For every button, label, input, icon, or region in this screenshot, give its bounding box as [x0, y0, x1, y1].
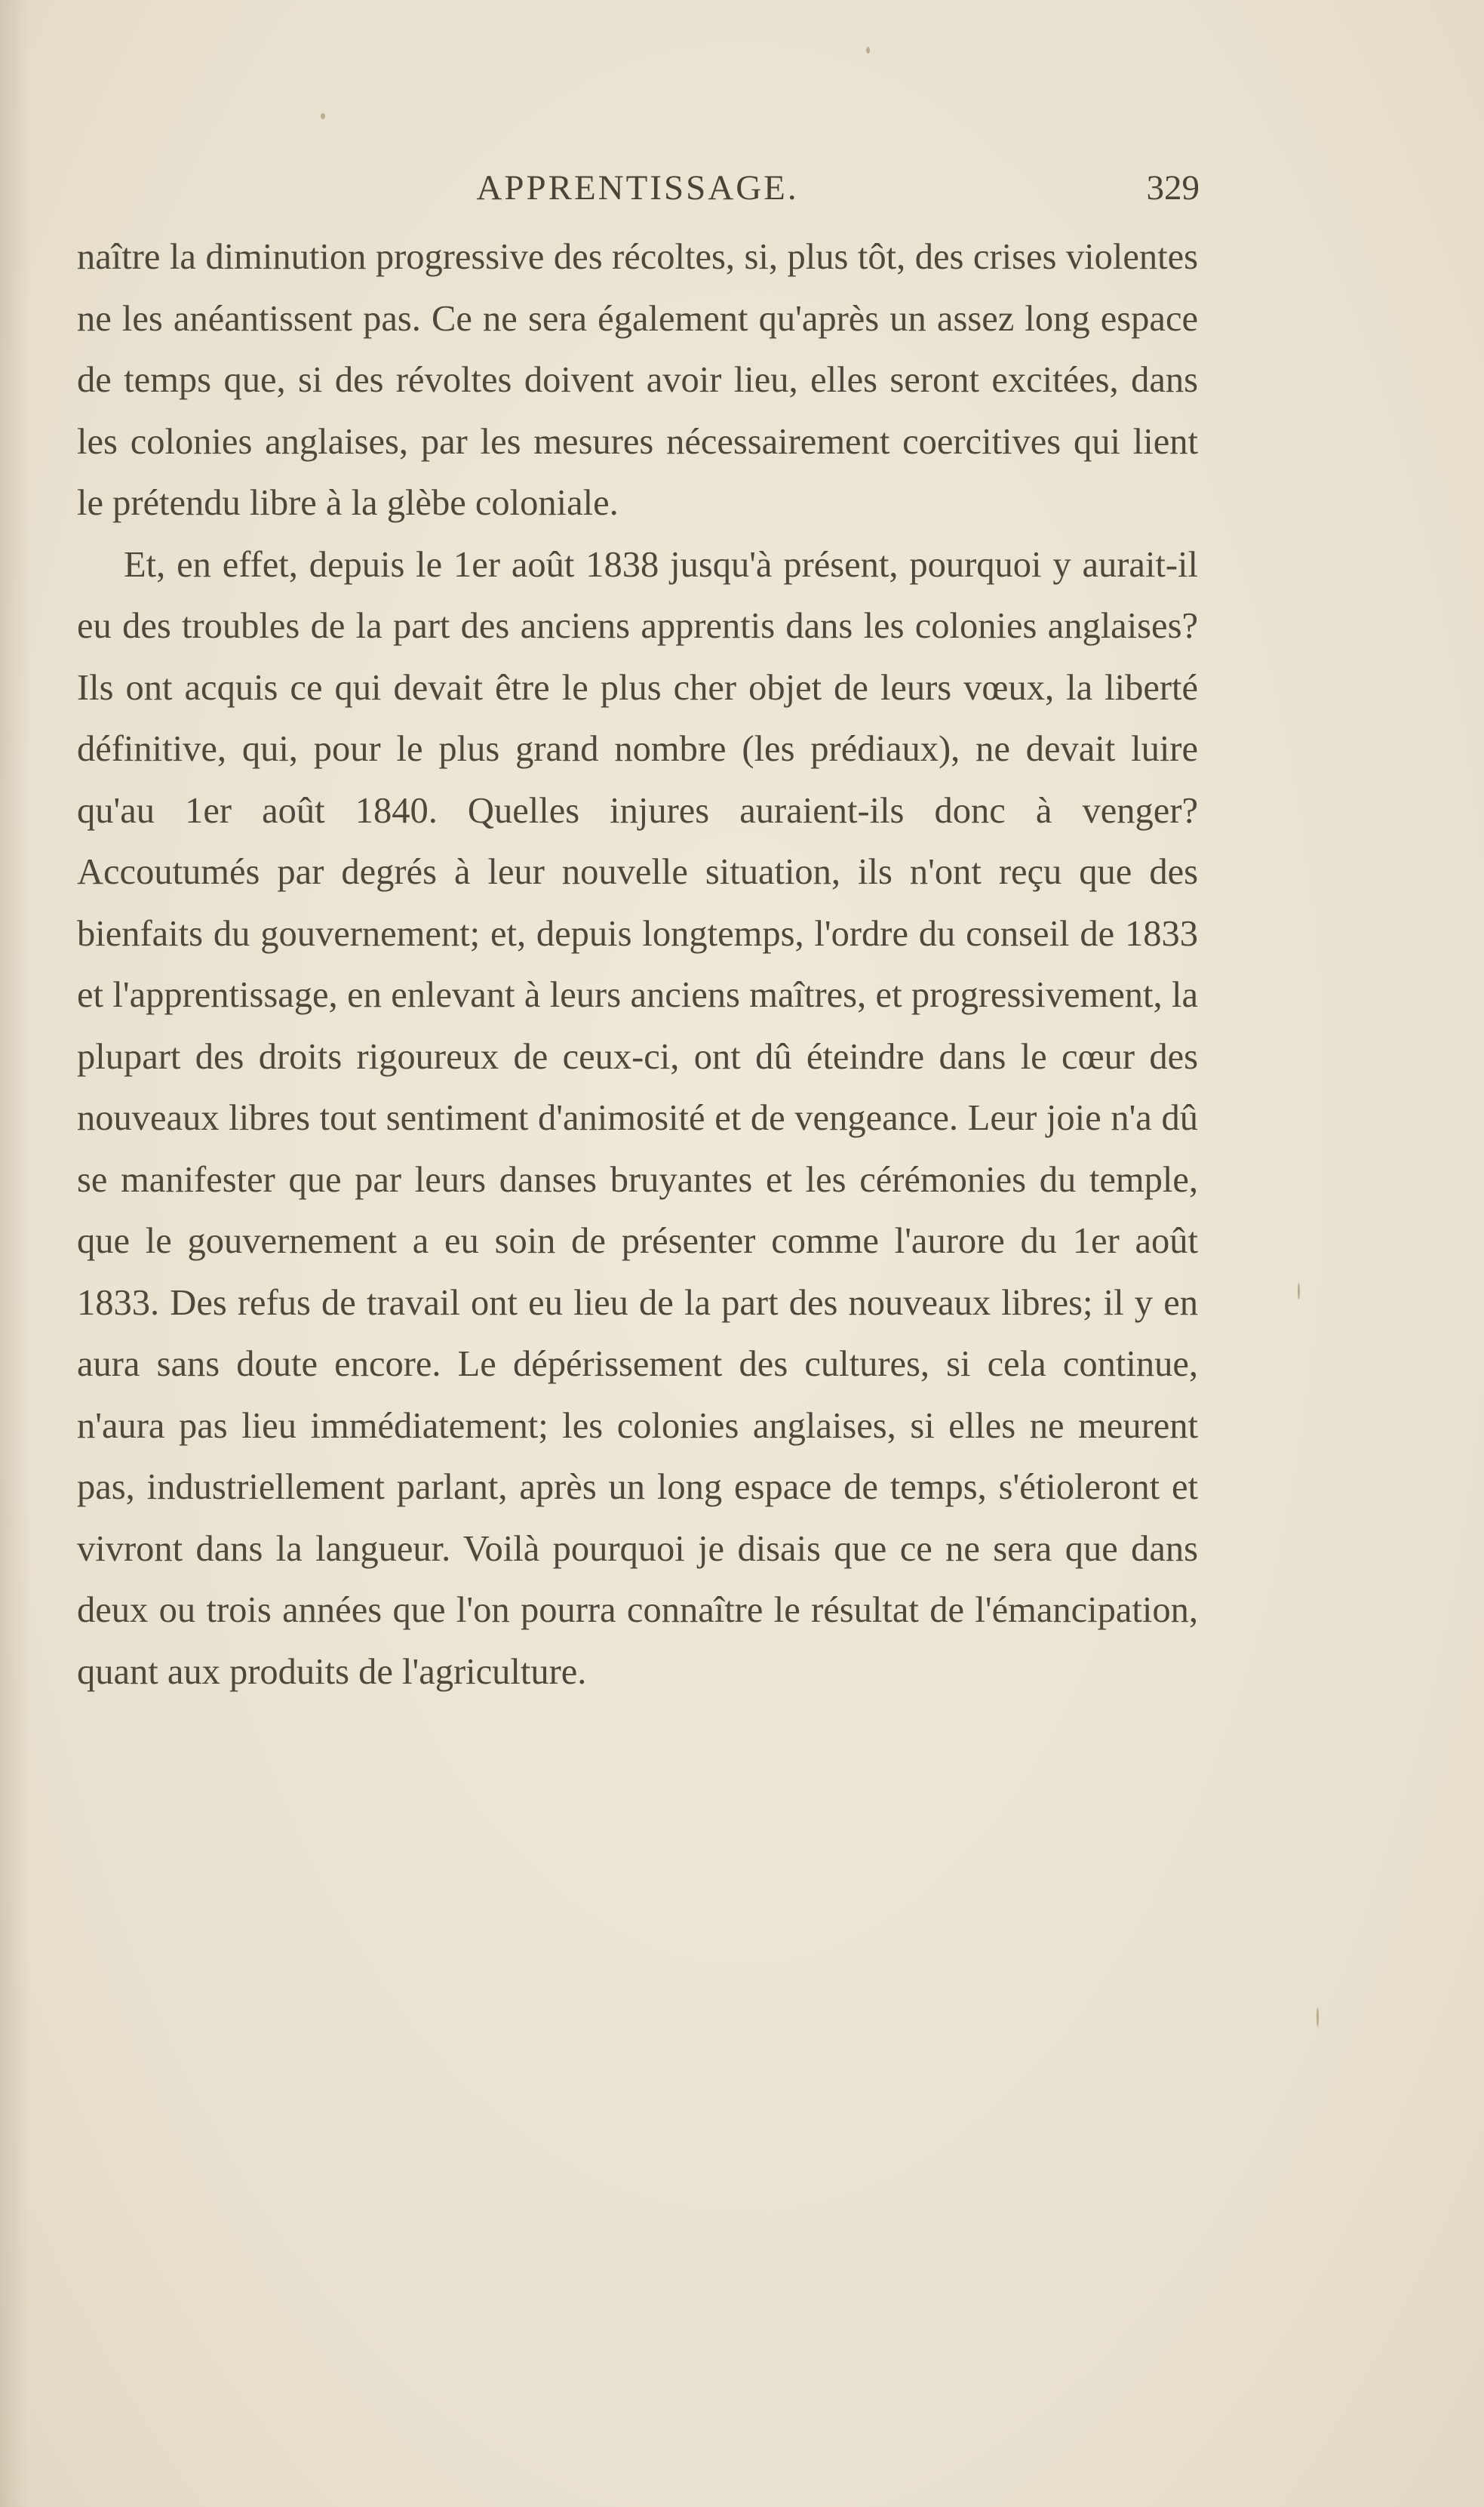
running-title: APPRENTISSAGE.	[476, 168, 799, 208]
running-head	[75, 158, 1200, 211]
paper-speck	[1317, 2007, 1319, 2027]
paragraph-1: naître la diminution progressive des récoltes, si, plus tôt, des crises violentes ne les anéantissent pas. Ce ne sera également qu'après un assez long espace de temps que, si des révoltes doivent avoir lieu, elles seront excitées, dans les colonies anglaises, par les mesures nécessairement coercitives qui lient le prétendu libre à la glèbe coloniale.	[77, 237, 1198, 523]
page-number: 329	[1146, 168, 1200, 208]
paper-speck	[321, 113, 325, 119]
body-text	[77, 226, 1198, 1703]
paragraph-2: Et, en effet, depuis le 1er août 1838 jusqu'à présent, pourquoi y aurait-il eu des troubles de la part des anciens apprentis dans les colonies anglaises? Ils ont acquis ce qui devait être le plus cher objet de leurs vœux, la liberté définitive, qui, pour le plus grand nombre (les prédiaux), ne devait luire qu'au 1er août 1840. Quelles injures auraient-ils donc à venger? Accoutumés par degrés à leur nouvelle situation, ils n'ont reçu que des bienfaits du gouvernement; et, depuis longtemps, l'ordre du conseil de 1833 et l'apprentissage, en enlevant à leurs anciens maîtres, et progressivement, la plupart des droits rigoureux de ceux-ci, ont dû éteindre dans le cœur des nouveaux libres tout sentiment d'animosité et de vengeance. Leur joie n'a dû se manifester que par leurs danses bruyantes et les cérémonies du temple, que le gouvernement a eu soin de présenter comme l'aurore du 1er août 1833. Des refus de travail ont eu lieu de la part des nouveaux libres; il y en aura sans doute encore. Le dépérissement des cultures, si cela continue, n'aura pas lieu immédiatement; les colonies anglaises, si elles ne meurent pas, industriellement parlant, après un long espace de temps, s'étioleront et vivront dans la langueur. Voilà pourquoi je disais que ce ne sera que dans deux ou trois années que l'on pourra connaître le résultat de l'émancipation, quant aux produits de l'agriculture.	[77, 544, 1198, 1692]
paper-speck	[1298, 1283, 1300, 1300]
paper-speck	[866, 47, 870, 54]
gutter-shadow	[0, 0, 30, 2507]
